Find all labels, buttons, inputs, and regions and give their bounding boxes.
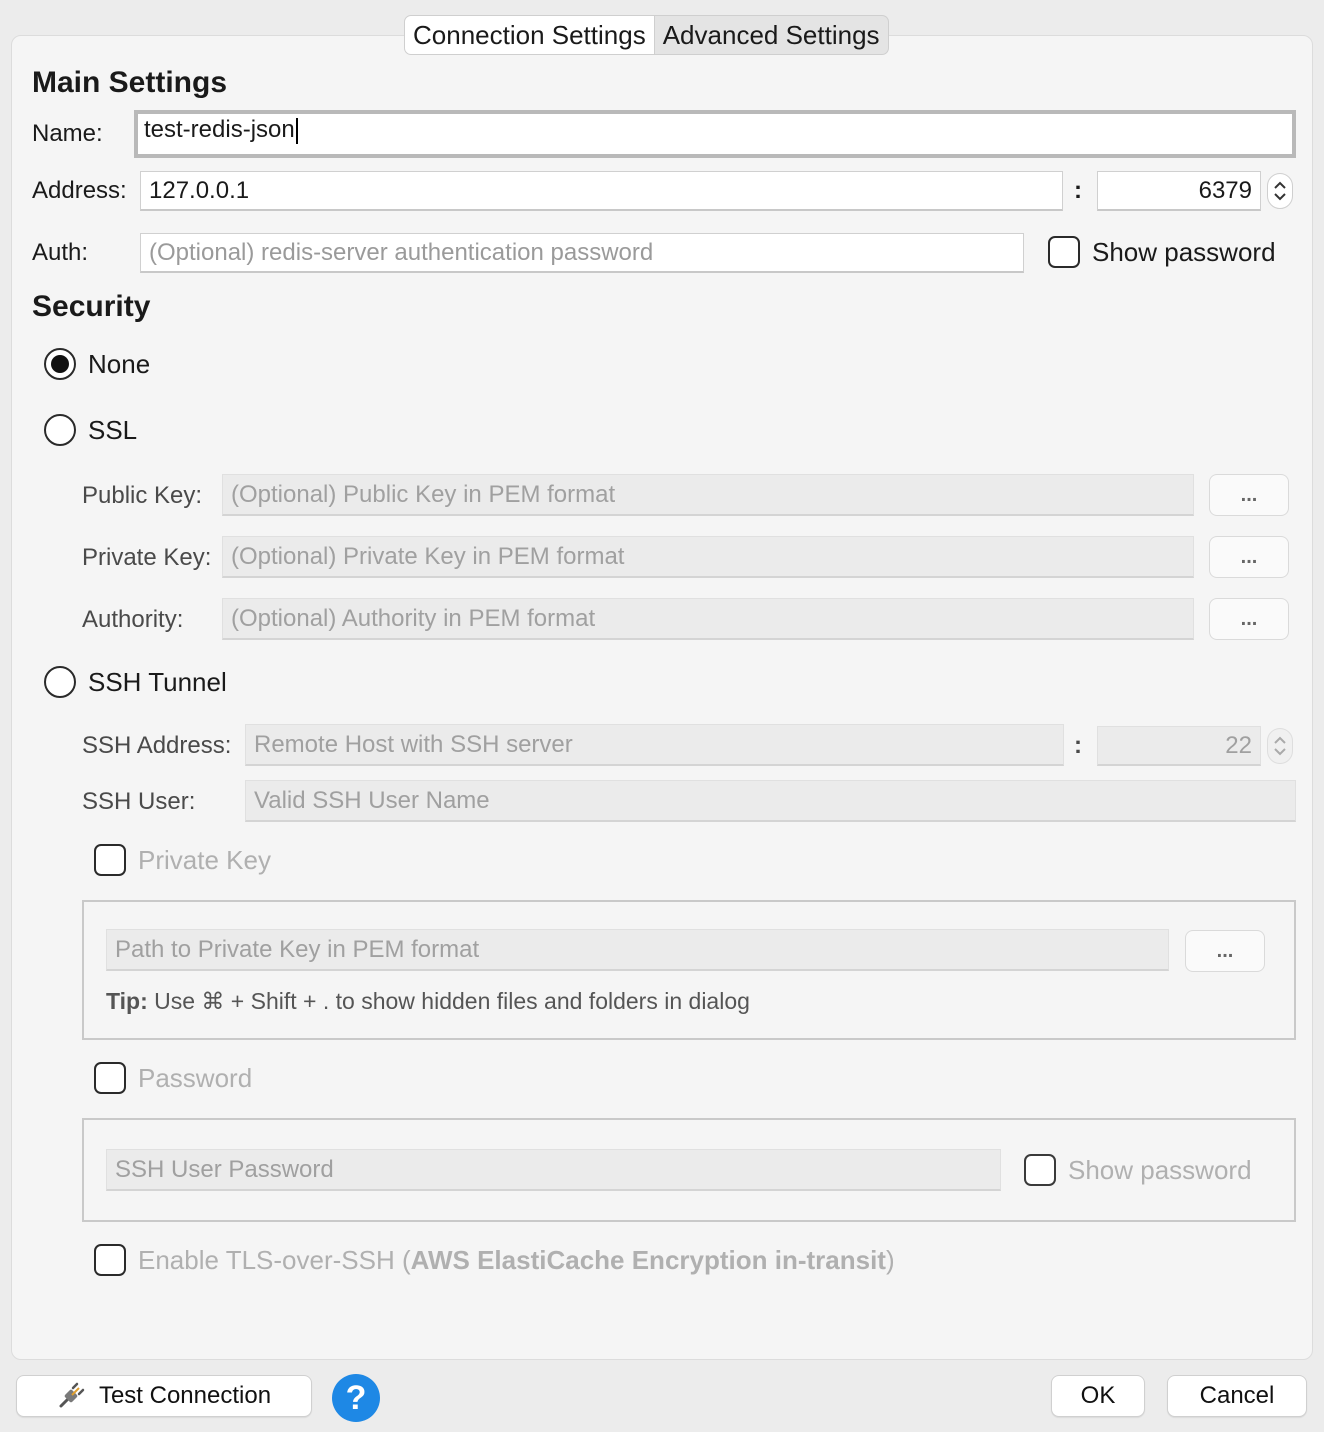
tls-over-ssh-checkbox[interactable] bbox=[94, 1244, 126, 1276]
security-ssh-radio[interactable] bbox=[44, 666, 76, 698]
ssh-port-separator: : bbox=[1074, 732, 1082, 759]
address-label: Address: bbox=[32, 177, 127, 204]
hidden-files-tip bbox=[106, 988, 750, 1015]
security-ssl-radio[interactable] bbox=[44, 414, 76, 446]
show-password-checkbox[interactable] bbox=[1048, 236, 1080, 268]
security-ssl-label: SSL bbox=[88, 415, 138, 445]
ssh-address-label: SSH Address: bbox=[82, 732, 232, 759]
auth-input[interactable]: (Optional) redis-server authentication password bbox=[140, 233, 1024, 273]
ssl-public-key-browse-button[interactable]: ... bbox=[1209, 474, 1289, 516]
stepper-arrows-icon bbox=[1272, 179, 1288, 203]
port-input[interactable]: 6379 bbox=[1097, 171, 1261, 211]
security-none-label: None bbox=[88, 349, 151, 379]
address-input[interactable]: 127.0.0.1 bbox=[140, 171, 1063, 211]
ssh-private-key-browse-button[interactable]: ... bbox=[1185, 930, 1265, 972]
address-port-separator: : bbox=[1074, 177, 1082, 204]
security-none-radio[interactable] bbox=[44, 348, 76, 380]
auth-label: Auth: bbox=[32, 239, 89, 266]
tab-connection-settings[interactable]: Connection Settings bbox=[404, 15, 655, 55]
ssh-password-checkbox[interactable] bbox=[94, 1062, 126, 1094]
tab-advanced-settings[interactable]: Advanced Settings bbox=[655, 15, 889, 55]
ssl-private-key-browse-button[interactable]: ... bbox=[1209, 536, 1289, 578]
security-heading: Security bbox=[32, 290, 151, 323]
plug-icon bbox=[57, 1382, 85, 1410]
ssl-authority-browse-button[interactable]: ... bbox=[1209, 598, 1289, 640]
ssh-show-password-label: Show password bbox=[1068, 1155, 1252, 1185]
stepper-arrows-icon bbox=[1272, 734, 1288, 758]
ssh-user-input[interactable]: Valid SSH User Name bbox=[245, 780, 1296, 822]
main-settings-heading: Main Settings bbox=[32, 66, 228, 99]
ssh-private-key-checkbox[interactable] bbox=[94, 844, 126, 876]
security-ssh-label: SSH Tunnel bbox=[88, 667, 227, 697]
ssh-private-key-label: Private Key bbox=[138, 845, 271, 875]
tls-label-prefix: Enable TLS-over-SSH ( bbox=[138, 1245, 411, 1275]
ssh-port-input[interactable]: 22 bbox=[1097, 726, 1261, 766]
test-connection-label: Test Connection bbox=[98, 1382, 272, 1409]
tab-bar bbox=[404, 15, 889, 55]
ssl-authority-input[interactable]: (Optional) Authority in PEM format bbox=[222, 598, 1194, 640]
ssl-authority-label: Authority: bbox=[82, 606, 184, 633]
ssh-user-label: SSH User: bbox=[82, 788, 196, 815]
cancel-button[interactable]: Cancel bbox=[1167, 1375, 1307, 1417]
ssh-private-key-path-input[interactable]: Path to Private Key in PEM format bbox=[106, 929, 1169, 971]
tls-over-ssh-label bbox=[138, 1245, 895, 1276]
help-button[interactable]: ? bbox=[332, 1374, 380, 1422]
show-password-label: Show password bbox=[1092, 237, 1276, 267]
tip-bold-label: Tip: bbox=[106, 988, 148, 1014]
name-input-value: test-redis-json bbox=[144, 116, 295, 143]
text-caret bbox=[296, 118, 298, 144]
ssh-address-input[interactable]: Remote Host with SSH server bbox=[245, 724, 1064, 766]
radio-selected-dot bbox=[51, 355, 69, 373]
ssl-public-key-label: Public Key: bbox=[82, 482, 203, 509]
ssl-private-key-input[interactable]: (Optional) Private Key in PEM format bbox=[222, 536, 1194, 578]
port-stepper[interactable] bbox=[1267, 173, 1293, 209]
ssl-public-key-input[interactable]: (Optional) Public Key in PEM format bbox=[222, 474, 1194, 516]
ssh-password-input[interactable]: SSH User Password bbox=[106, 1149, 1001, 1191]
ssh-password-label: Password bbox=[138, 1063, 253, 1093]
tls-label-suffix: ) bbox=[885, 1245, 895, 1275]
name-label: Name: bbox=[32, 120, 103, 147]
test-connection-button[interactable] bbox=[16, 1375, 312, 1417]
name-input[interactable] bbox=[134, 110, 1296, 158]
tip-text: Use ⌘ + Shift + . to show hidden files and folders in dialog bbox=[147, 988, 750, 1014]
tls-label-bold: AWS ElastiCache Encryption in-transit bbox=[410, 1245, 886, 1275]
ssh-port-stepper[interactable] bbox=[1267, 728, 1293, 764]
ok-button[interactable]: OK bbox=[1051, 1375, 1145, 1417]
ssl-private-key-label: Private Key: bbox=[82, 544, 212, 571]
ssh-show-password-checkbox[interactable] bbox=[1024, 1154, 1056, 1186]
